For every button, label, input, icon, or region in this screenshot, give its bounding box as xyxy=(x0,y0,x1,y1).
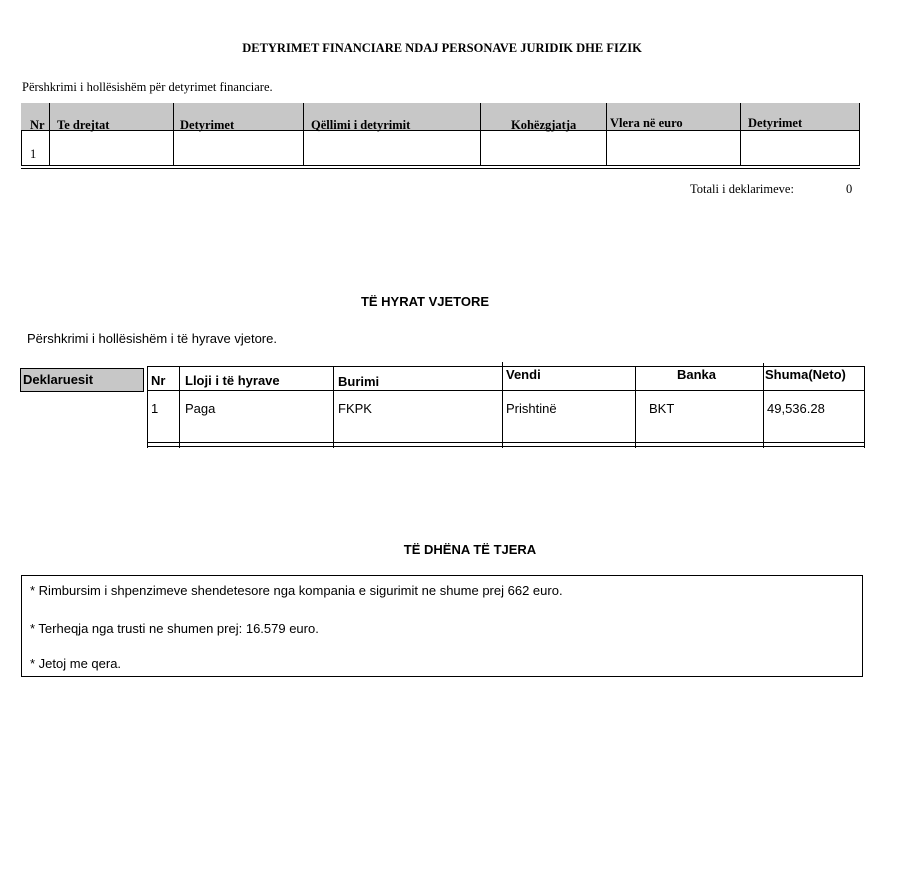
financial-obligations-description: Përshkrimi i hollësishëm për detyrimet financiare. xyxy=(22,80,273,94)
declarant-label-cell xyxy=(20,368,144,392)
column-header-banka: Banka xyxy=(677,367,717,382)
declarant-label: Deklaruesit xyxy=(23,372,94,387)
column-header-te-drejtat: Te drejtat xyxy=(57,118,110,132)
cell-lloji: Paga xyxy=(185,401,216,416)
cell-vendi: Prishtinë xyxy=(506,401,557,416)
financial-obligations-table xyxy=(21,103,860,171)
cell-shuma: 49,536.28 xyxy=(767,401,825,416)
column-header-detyrimet: Detyrimet xyxy=(180,118,235,132)
cell-burimi: FKPK xyxy=(338,401,372,416)
column-header-shuma: Shuma(Neto) xyxy=(765,367,846,382)
cell-banka: BKT xyxy=(649,401,675,416)
cell-nr: 1 xyxy=(151,401,159,416)
column-header-nr: Nr xyxy=(151,373,166,388)
other-data-title: TË DHËNA TË TJERA xyxy=(403,542,537,557)
column-header-qellimi: Qëllimi i detyrimit xyxy=(311,118,411,132)
financial-obligations-title: DETYRIMET FINANCIARE NDAJ PERSONAVE JURIDIK DHE FIZIK xyxy=(242,41,642,55)
total-declarations-label: Totali i deklarimeve: xyxy=(690,182,794,196)
note-item: * Rimbursim i shpenzimeve shendetesore nga kompania e sigurimit ne shume prej 662 euro. xyxy=(30,583,563,598)
total-declarations-value: 0 xyxy=(846,182,853,196)
column-header-nr: Nr xyxy=(30,118,45,132)
column-header-vendi: Vendi xyxy=(506,367,541,382)
column-header-lloji: Lloji i të hyrave xyxy=(185,373,280,388)
note-item: * Terheqja nga trusti ne shumen prej: 16.579 euro. xyxy=(30,621,319,636)
note-item: * Jetoj me qera. xyxy=(30,656,122,671)
column-header-vlera: Vlera në euro xyxy=(610,116,683,130)
table-header-row xyxy=(21,103,860,131)
annual-income-table xyxy=(147,366,865,449)
cell-nr: 1 xyxy=(30,147,37,161)
annual-income-title: TË HYRAT VJETORE xyxy=(360,294,490,309)
annual-income-description: Përshkrimi i hollësishëm i të hyrave vjetore. xyxy=(27,331,277,346)
column-header-kohezgjatja: Kohëzgjatja xyxy=(511,118,577,132)
other-data-box xyxy=(21,575,863,677)
column-header-burimi: Burimi xyxy=(338,374,380,389)
column-header-detyrimet-2: Detyrimet xyxy=(748,116,803,130)
